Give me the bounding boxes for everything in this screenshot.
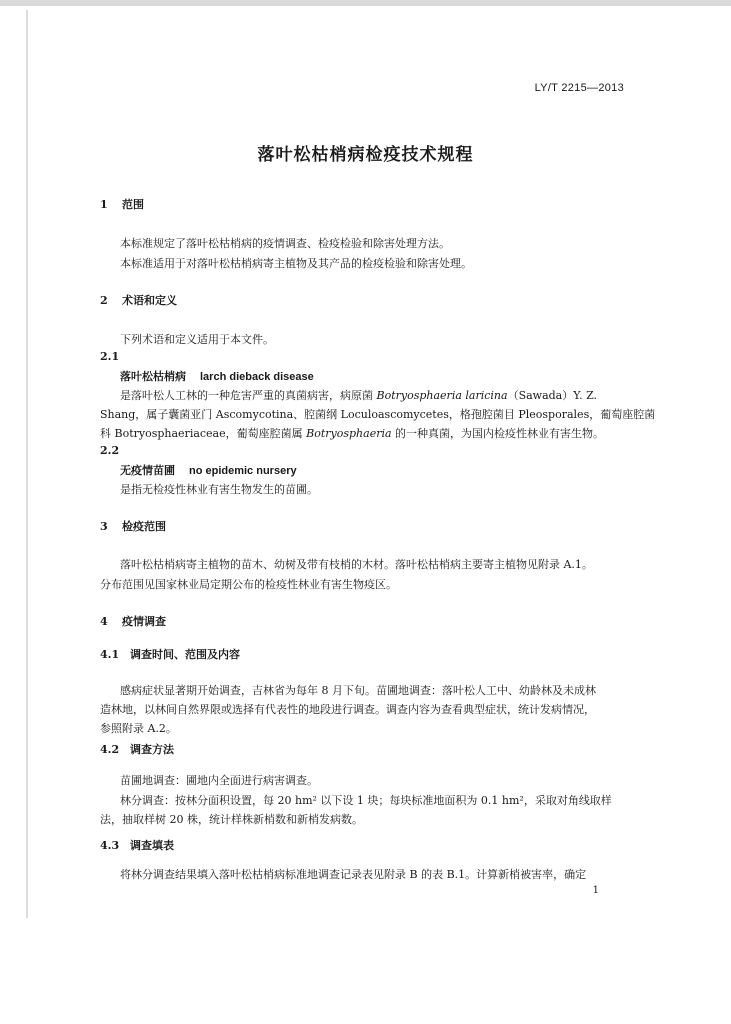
term-en: no epidemic nursery (189, 465, 297, 477)
subsection-title: 调查填表 (130, 839, 174, 852)
paragraph: 本标准规定了落叶松枯梢病的疫情调查、检疫检验和除害处理方法。 (120, 237, 450, 250)
section-title: 疫情调查 (122, 615, 166, 628)
paragraph: 法，抽取样树 20 株，统计样株新梢数和新梢发病数。 (100, 813, 363, 826)
subsection-4-2-heading (100, 741, 174, 757)
paragraph: 苗圃地调查：圃地内全面进行病害调查。 (120, 774, 318, 787)
section-title: 范围 (122, 198, 144, 211)
subsection-number: 4.3 (100, 839, 120, 852)
section-title: 检疫范围 (122, 520, 166, 533)
term-en: larch dieback disease (200, 371, 314, 383)
text-span: 是落叶松人工林的一种危害严重的真菌病害，病原菌 (120, 389, 377, 402)
section-4-heading (100, 613, 166, 629)
page-number: 1 (592, 885, 599, 896)
paragraph: 造林地，以林间自然界限或选择有代表性的地段进行调查。调查内容为查看典型症状，统计发病情况， (100, 703, 595, 716)
definition-line: 是指无检疫性林业有害生物发生的苗圃。 (120, 483, 318, 496)
subsection-4-1-heading (100, 646, 240, 662)
subsection-number: 4.1 (100, 648, 120, 661)
subsection-number: 2.2 (100, 444, 120, 457)
paragraph: 林分调查：按林分面积设置，每 20 hm² 以下设 1 块；每块标准地面积为 0.1 hm²，采取对角线取样 (120, 794, 612, 807)
subsection-number: 4.2 (100, 743, 120, 756)
section-number: 3 (100, 520, 108, 533)
paragraph: 下列术语和定义适用于本文件。 (120, 333, 274, 346)
subsection-title: 调查方法 (130, 743, 174, 756)
term-cn: 无疫情苗圃 (120, 464, 175, 477)
term-cn: 落叶松枯梢病 (120, 370, 186, 383)
section-1-heading (100, 196, 144, 212)
paragraph: 感病症状显著期开始调查，吉林省为每年 8 月下旬。苗圃地调查：落叶松人工中、幼龄林及未成林 (120, 684, 596, 697)
section-number: 2 (100, 294, 108, 307)
section-number: 1 (100, 198, 108, 211)
section-2-heading (100, 292, 177, 308)
definition-line (120, 387, 597, 403)
scientific-name: Botryosphaeria laricina (376, 389, 508, 402)
subsection-4-3-heading (100, 837, 174, 853)
term-entry-2-1 (120, 368, 314, 384)
text-span: 的一种真菌，为国内检疫性林业有害生物。 (391, 427, 605, 440)
subsection-number: 2.1 (100, 350, 120, 363)
paragraph: 本标准适用于对落叶松枯梢病寄主植物及其产品的检疫检验和除害处理。 (120, 257, 472, 270)
subsection-title: 调查时间、范围及内容 (130, 648, 240, 661)
paragraph: 分布范围见国家林业局定期公布的检疫性林业有害生物疫区。 (100, 578, 397, 591)
definition-line (100, 425, 604, 441)
section-title: 术语和定义 (122, 294, 177, 307)
document-title: 落叶松枯梢病检疫技术规程 (257, 145, 474, 165)
text-span: 科 Botryosphaeriaceae，葡萄座腔菌属 (100, 427, 307, 440)
scientific-name: Botryosphaeria (306, 427, 392, 440)
paragraph: 落叶松枯梢病寄主植物的苗木、幼树及带有枝梢的木材。落叶松枯梢病主要寄主植物见附录 A.1。 (120, 558, 593, 571)
scan-top-edge (0, 0, 731, 6)
text-span: （Sawada）Y. Z. (507, 389, 598, 402)
section-number: 4 (100, 615, 108, 628)
standard-number: LY/T 2215—2013 (534, 82, 624, 94)
paragraph: 将林分调查结果填入落叶松枯梢病标准地调查记录表见附录 B 的表 B.1。计算新梢被害率，确定 (120, 868, 587, 881)
section-3-heading (100, 518, 166, 534)
term-entry-2-2 (120, 462, 297, 478)
paragraph: 参照附录 A.2。 (100, 722, 177, 735)
definition-line: Shang，属子囊菌亚门 Ascomycotina、腔菌纲 Loculoascomycetes，格孢腔菌目 Pleosporales，葡萄座腔菌 (100, 408, 656, 421)
